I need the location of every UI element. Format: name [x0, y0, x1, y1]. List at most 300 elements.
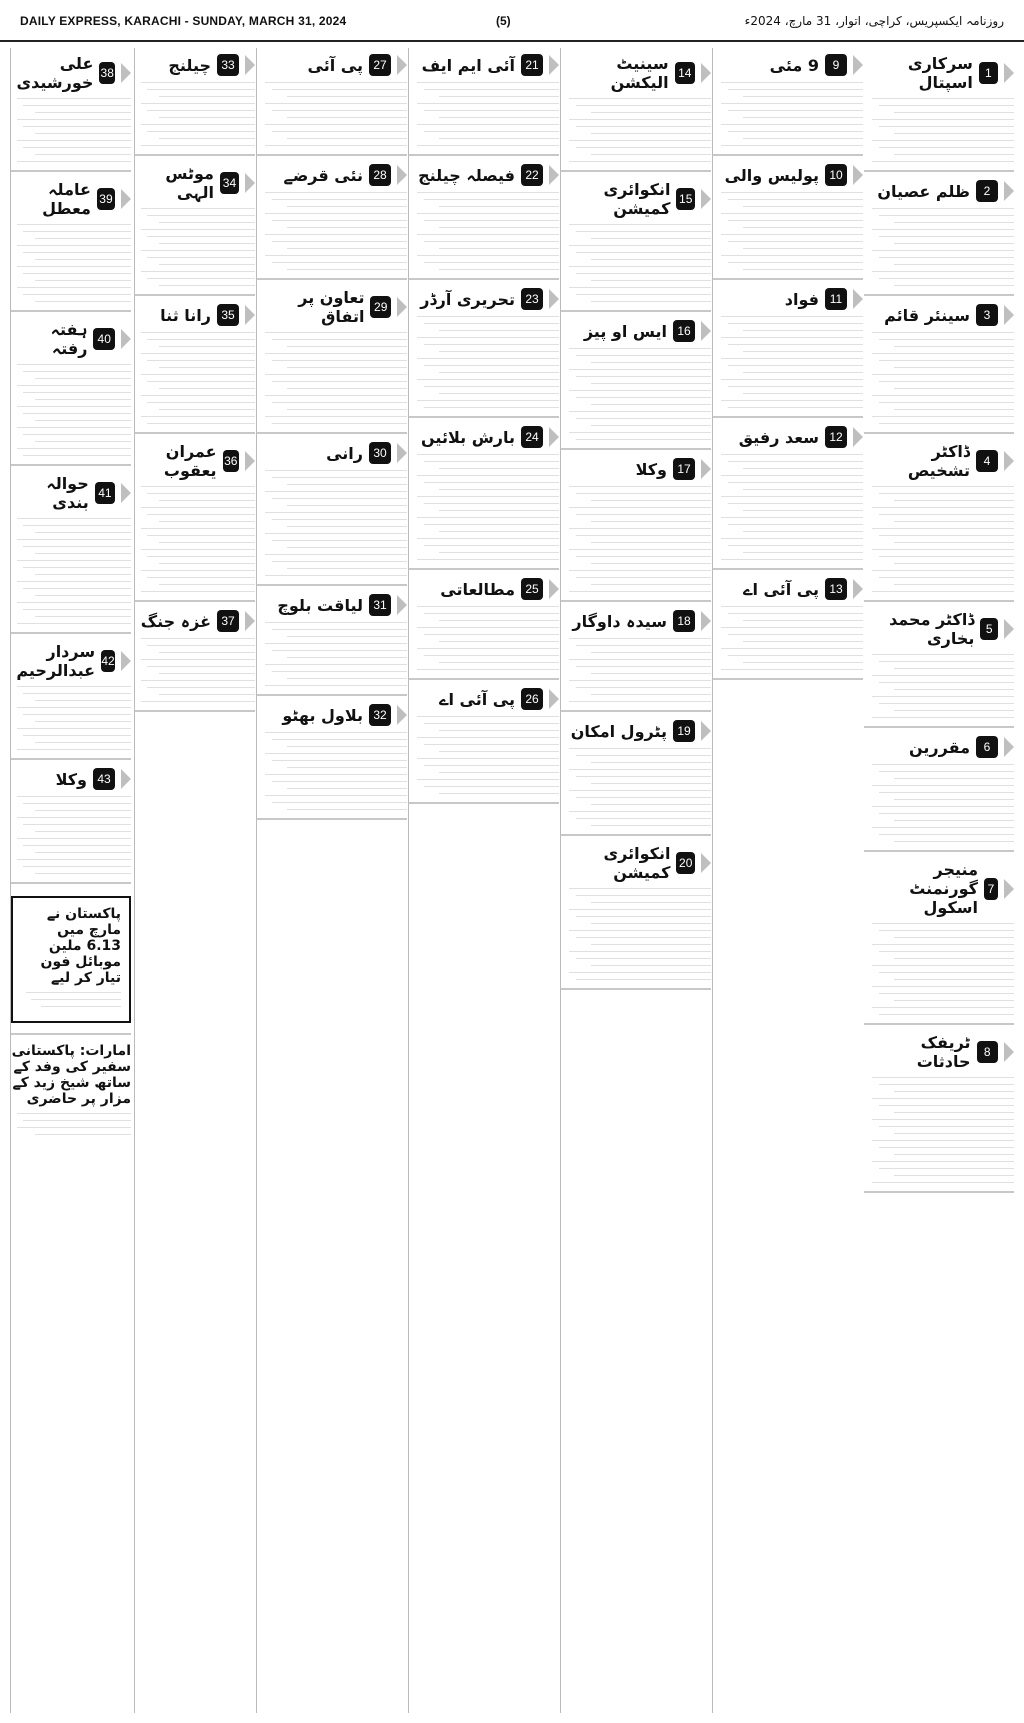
- news-item-23: [409, 288, 559, 418]
- filler: [743, 372, 863, 373]
- news-item-13: [713, 578, 863, 680]
- filler: [879, 972, 1014, 973]
- filler: [721, 316, 864, 317]
- filler: [743, 227, 863, 228]
- filler: [576, 147, 711, 148]
- filler: [894, 979, 1014, 980]
- filler: [35, 378, 131, 379]
- filler: [879, 930, 1014, 931]
- separator: [135, 432, 255, 434]
- filler: [872, 140, 1015, 141]
- filler: [23, 588, 131, 589]
- filler: [272, 241, 407, 242]
- filler: [23, 824, 131, 825]
- news-item-title: ایس او پیز: [583, 321, 667, 341]
- filler: [591, 521, 711, 522]
- filler: [591, 404, 711, 405]
- filler: [417, 192, 560, 193]
- filler: [879, 771, 1014, 772]
- filler: [417, 559, 560, 560]
- filler: [265, 533, 408, 534]
- filler: [872, 827, 1015, 828]
- filler: [872, 119, 1015, 120]
- filler: [287, 636, 407, 637]
- filler: [879, 402, 1014, 403]
- filler: [159, 264, 255, 265]
- filler: [439, 206, 559, 207]
- news-item-title: پی آئی اے: [439, 689, 515, 709]
- filler: [721, 454, 864, 455]
- news-item-33: [135, 54, 255, 156]
- news-item-number: 29: [370, 296, 391, 318]
- filler: [894, 710, 1014, 711]
- filler: [141, 680, 255, 681]
- filler: [879, 236, 1014, 237]
- filler: [159, 500, 255, 501]
- marker-icon: [397, 165, 407, 185]
- filler: [265, 643, 408, 644]
- filler: [35, 852, 131, 853]
- filler: [569, 140, 712, 141]
- filler: [17, 707, 131, 708]
- filler: [591, 902, 711, 903]
- filler: [35, 831, 131, 832]
- filler: [569, 528, 712, 529]
- filler: [147, 514, 255, 515]
- news-item-title: تعاون پر اتفاق: [298, 288, 365, 326]
- separator: [561, 600, 711, 602]
- filler: [894, 1133, 1014, 1134]
- column-2: [712, 48, 863, 1713]
- filler: [591, 563, 711, 564]
- filler: [879, 1126, 1014, 1127]
- filler: [439, 138, 559, 139]
- filler: [879, 1168, 1014, 1169]
- filler: [872, 395, 1015, 396]
- filler: [141, 145, 255, 146]
- filler: [287, 248, 407, 249]
- filler: [721, 213, 864, 214]
- filler: [417, 716, 560, 717]
- filler: [728, 407, 863, 408]
- filler: [23, 455, 131, 456]
- news-item-11: [713, 288, 863, 418]
- filler: [591, 694, 711, 695]
- filler: [141, 549, 255, 550]
- news-item-number: 16: [673, 320, 695, 342]
- filler: [879, 556, 1014, 557]
- filler: [424, 634, 559, 635]
- marker-icon: [245, 611, 255, 631]
- column-3: [560, 48, 711, 1713]
- filler: [424, 241, 559, 242]
- news-item-number: 37: [217, 610, 239, 632]
- separator: [713, 568, 863, 570]
- mobile-production-box: [11, 896, 131, 1023]
- filler: [23, 1120, 131, 1121]
- filler: [17, 686, 131, 687]
- filler: [872, 250, 1015, 251]
- separator: [257, 584, 407, 586]
- separator: [561, 310, 711, 312]
- filler: [424, 344, 559, 345]
- filler: [576, 687, 711, 688]
- filler: [287, 96, 407, 97]
- news-item-header: [135, 442, 255, 480]
- filler: [721, 103, 864, 104]
- filler: [17, 448, 131, 449]
- filler: [894, 346, 1014, 347]
- filler: [417, 316, 560, 317]
- filler: [721, 145, 864, 146]
- filler: [894, 264, 1014, 265]
- separator: [409, 802, 559, 804]
- news-item-9: [713, 54, 863, 156]
- filler: [872, 1161, 1015, 1162]
- filler: [424, 89, 559, 90]
- filler: [872, 675, 1015, 676]
- news-item-2: [864, 180, 1014, 296]
- filler: [743, 620, 863, 621]
- filler: [569, 287, 712, 288]
- separator: [257, 154, 407, 156]
- news-item-number: 18: [673, 610, 695, 632]
- filler: [17, 287, 131, 288]
- filler: [35, 441, 131, 442]
- news-item-header: [864, 736, 1014, 758]
- filler: [879, 1084, 1014, 1085]
- mobile-production-title: پاکستان نے مارچ میں 6.13 ملین موبائل فون تیار کر لیے: [40, 906, 121, 986]
- filler: [265, 732, 408, 733]
- filler: [721, 337, 864, 338]
- filler: [159, 222, 255, 223]
- filler: [879, 792, 1014, 793]
- marker-icon: [701, 853, 711, 873]
- separator: [864, 726, 1014, 728]
- separator: [11, 758, 131, 760]
- filler: [743, 96, 863, 97]
- news-item-header: [713, 426, 863, 448]
- filler: [743, 641, 863, 642]
- filler: [23, 252, 131, 253]
- filler: [141, 250, 255, 251]
- separator: [864, 432, 1014, 434]
- filler: [424, 482, 559, 483]
- filler: [894, 958, 1014, 959]
- filler: [721, 475, 864, 476]
- filler: [265, 622, 408, 623]
- filler: [591, 542, 711, 543]
- filler: [591, 301, 711, 302]
- news-item-title: سینئر قائم: [884, 305, 970, 325]
- filler: [35, 1134, 131, 1135]
- news-item-title: ڈاکٹر محمد بخاری: [889, 610, 975, 648]
- marker-icon: [121, 651, 131, 671]
- filler: [591, 652, 711, 653]
- filler: [569, 369, 712, 370]
- filler: [439, 372, 559, 373]
- filler: [417, 337, 560, 338]
- filler: [721, 234, 864, 235]
- filler: [147, 278, 255, 279]
- filler: [147, 339, 255, 340]
- filler: [147, 645, 255, 646]
- news-item-number: 40: [93, 328, 115, 350]
- filler: [287, 117, 407, 118]
- filler: [141, 271, 255, 272]
- filler: [35, 112, 131, 113]
- filler: [287, 409, 407, 410]
- filler: [265, 103, 408, 104]
- filler: [272, 540, 407, 541]
- filler: [272, 381, 407, 382]
- filler: [265, 395, 408, 396]
- items-col-7: [11, 54, 131, 884]
- marker-icon: [549, 289, 559, 309]
- filler: [417, 234, 560, 235]
- news-item-40: [11, 320, 131, 466]
- filler: [569, 930, 712, 931]
- filler: [576, 535, 711, 536]
- filler: [721, 606, 864, 607]
- filler: [17, 119, 131, 120]
- news-item-number: 4: [976, 450, 998, 472]
- filler: [147, 687, 255, 688]
- filler: [894, 1000, 1014, 1001]
- filler: [265, 124, 408, 125]
- filler: [872, 696, 1015, 697]
- filler: [141, 395, 255, 396]
- filler: [879, 514, 1014, 515]
- news-item-header: [713, 164, 863, 186]
- filler: [147, 131, 255, 132]
- filler: [272, 629, 407, 630]
- marker-icon: [701, 189, 711, 209]
- news-item-number: 36: [223, 450, 239, 472]
- filler: [159, 96, 255, 97]
- filler: [591, 584, 711, 585]
- filler: [23, 105, 131, 106]
- news-item-number: 10: [825, 164, 847, 186]
- filler: [272, 339, 407, 340]
- filler: [265, 753, 408, 754]
- filler: [591, 154, 711, 155]
- filler: [894, 1175, 1014, 1176]
- filler: [872, 1182, 1015, 1183]
- filler: [141, 486, 255, 487]
- marker-icon: [853, 289, 863, 309]
- filler: [141, 701, 255, 702]
- filler: [265, 416, 408, 417]
- filler: [141, 507, 255, 508]
- filler: [591, 425, 711, 426]
- filler: [23, 273, 131, 274]
- filler: [17, 385, 131, 386]
- filler: [417, 606, 560, 607]
- filler: [576, 376, 711, 377]
- filler: [35, 616, 131, 617]
- filler: [879, 703, 1014, 704]
- marker-icon: [549, 165, 559, 185]
- filler: [159, 285, 255, 286]
- filler: [287, 269, 407, 270]
- filler: [417, 379, 560, 380]
- filler: [894, 689, 1014, 690]
- filler: [569, 432, 712, 433]
- news-item-42: [11, 642, 131, 760]
- filler: [721, 538, 864, 539]
- filler: [569, 245, 712, 246]
- news-item-number: 5: [980, 618, 998, 640]
- separator: [409, 678, 559, 680]
- news-item-header: [561, 720, 711, 742]
- marker-icon: [853, 579, 863, 599]
- filler: [17, 623, 131, 624]
- separator: [561, 834, 711, 836]
- news-item-number: 9: [825, 54, 847, 76]
- filler: [417, 213, 560, 214]
- filler: [141, 638, 255, 639]
- news-item-34: [135, 164, 255, 296]
- filler: [894, 563, 1014, 564]
- filler: [721, 82, 864, 83]
- news-item-title: بارش بلائیں: [421, 427, 515, 447]
- filler: [424, 110, 559, 111]
- filler: [576, 397, 711, 398]
- filler: [743, 393, 863, 394]
- news-item-title: وکلا: [55, 769, 87, 789]
- filler: [35, 721, 131, 722]
- filler: [17, 817, 131, 818]
- filler: [872, 1119, 1015, 1120]
- news-item-title: مقررین: [909, 737, 970, 757]
- filler: [417, 358, 560, 359]
- filler: [576, 666, 711, 667]
- filler: [569, 266, 712, 267]
- marker-icon: [397, 705, 407, 725]
- news-item-3: [864, 304, 1014, 434]
- filler: [41, 1006, 121, 1007]
- filler: [287, 505, 407, 506]
- separator: [257, 818, 407, 820]
- news-item-header: [713, 578, 863, 600]
- filler: [728, 220, 863, 221]
- items-col-3: [561, 54, 711, 990]
- filler: [439, 248, 559, 249]
- news-item-title: سرکاری اسپتال: [907, 54, 973, 92]
- filler: [159, 652, 255, 653]
- news-item-27: [257, 54, 407, 156]
- filler: [272, 110, 407, 111]
- filler: [272, 220, 407, 221]
- column-5: [256, 48, 407, 1713]
- news-item-header: [11, 642, 131, 680]
- marker-icon: [701, 611, 711, 631]
- filler: [35, 301, 131, 302]
- filler: [159, 563, 255, 564]
- filler: [591, 133, 711, 134]
- filler: [576, 797, 711, 798]
- column-7: [10, 48, 131, 1713]
- news-item-number: 7: [984, 878, 998, 900]
- news-item-number: 35: [217, 304, 239, 326]
- news-item-title: پولیس والی: [724, 165, 819, 185]
- filler: [439, 730, 559, 731]
- news-item-header: [713, 54, 863, 76]
- marker-icon: [245, 305, 255, 325]
- news-item-title: موٹس الہی: [165, 164, 214, 202]
- news-item-title: حوالہ بندی: [46, 474, 89, 512]
- filler: [894, 388, 1014, 389]
- filler: [17, 427, 131, 428]
- filler: [265, 192, 408, 193]
- filler: [894, 1112, 1014, 1113]
- news-item-title: پٹرول امکان: [570, 721, 667, 741]
- filler: [272, 739, 407, 740]
- news-item-header: [864, 860, 1014, 917]
- filler: [424, 407, 559, 408]
- filler: [591, 762, 711, 763]
- marker-icon: [1004, 451, 1014, 471]
- filler: [872, 923, 1015, 924]
- news-item-title: انکوائری کمیشن: [603, 844, 671, 882]
- filler: [894, 1091, 1014, 1092]
- filler: [894, 584, 1014, 585]
- news-item-15: [561, 180, 711, 312]
- filler: [424, 503, 559, 504]
- filler: [417, 758, 560, 759]
- marker-icon: [397, 297, 407, 317]
- filler: [872, 570, 1015, 571]
- news-item-header: [561, 320, 711, 342]
- filler: [272, 760, 407, 761]
- news-item-28: [257, 164, 407, 280]
- filler: [23, 609, 131, 610]
- filler: [265, 512, 408, 513]
- news-item-10: [713, 164, 863, 280]
- filler: [287, 678, 407, 679]
- news-item-41: [11, 474, 131, 634]
- news-item-36: [135, 442, 255, 602]
- filler: [439, 96, 559, 97]
- filler: [728, 241, 863, 242]
- filler: [417, 82, 560, 83]
- separator: [135, 600, 255, 602]
- column-1: [864, 48, 1014, 1713]
- filler: [576, 439, 711, 440]
- filler: [265, 685, 408, 686]
- filler: [424, 365, 559, 366]
- filler: [728, 262, 863, 263]
- filler: [272, 781, 407, 782]
- news-item-title: سردار عبدالرحیم: [16, 642, 96, 680]
- items-col-4: [409, 54, 559, 804]
- filler: [141, 82, 255, 83]
- filler: [141, 659, 255, 660]
- filler: [879, 381, 1014, 382]
- filler: [272, 477, 407, 478]
- filler: [728, 199, 863, 200]
- filler: [287, 809, 407, 810]
- filler: [287, 367, 407, 368]
- news-item-number: 21: [521, 54, 543, 76]
- filler: [879, 813, 1014, 814]
- filler: [265, 82, 408, 83]
- news-item-number: 32: [369, 704, 391, 726]
- filler: [17, 838, 131, 839]
- filler: [872, 965, 1015, 966]
- filler: [35, 399, 131, 400]
